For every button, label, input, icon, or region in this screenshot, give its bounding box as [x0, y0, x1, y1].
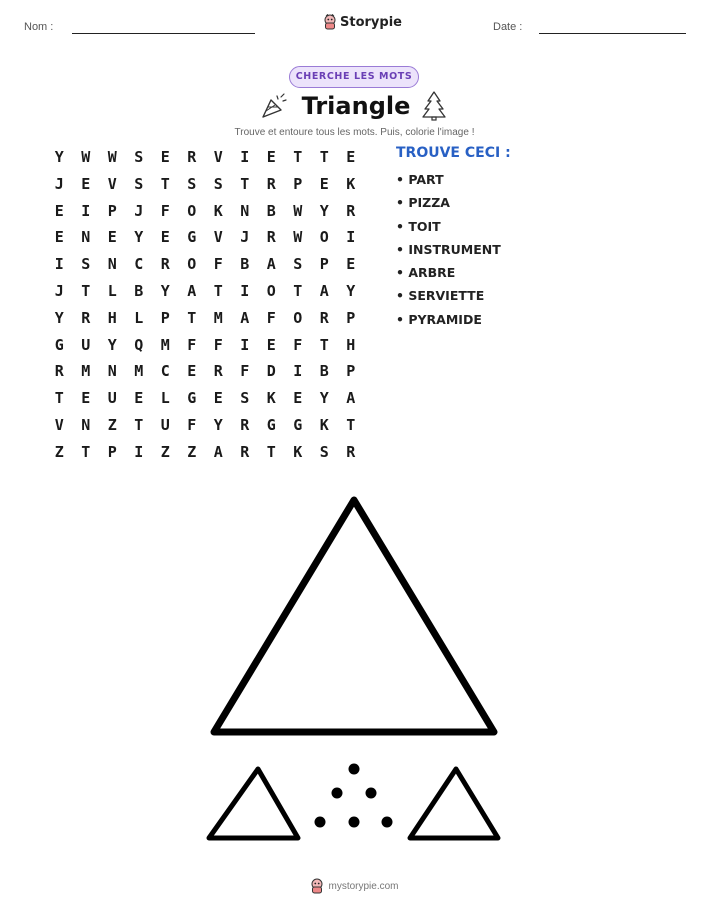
grid-letter: J [134, 201, 144, 220]
grid-letter: E [54, 201, 64, 220]
grid-letter: M [134, 362, 144, 381]
grid-letter: A [346, 389, 356, 408]
grid-letter: F [266, 308, 276, 327]
footer-url[interactable]: mystorypie.com [328, 880, 399, 892]
left-small-triangle [209, 769, 298, 838]
grid-letter: Y [54, 148, 64, 166]
grid-letter: R [240, 415, 250, 434]
grid-letter: Y [319, 389, 329, 408]
grid-letter: R [213, 362, 223, 381]
activity-badge: CHERCHE LES MOTS [289, 66, 419, 88]
grid-letter: T [160, 174, 170, 193]
grid-letter: P [346, 362, 356, 381]
grid-letter: R [81, 308, 91, 327]
grid-letter: B [319, 362, 329, 381]
grid-letter: Y [319, 201, 329, 220]
grid-letter: K [293, 442, 303, 461]
grid-letter: E [81, 389, 91, 408]
grid-letter: F [187, 335, 197, 354]
grid-letter: Y [213, 415, 223, 434]
word-list-item: • TOIT [396, 218, 441, 234]
grid-letter: T [346, 415, 356, 434]
grid-letter: W [81, 148, 91, 166]
grid-letter: N [81, 415, 91, 434]
grid-letter: S [134, 174, 144, 193]
grid-letter: G [293, 415, 303, 434]
grid-letter: O [187, 201, 197, 220]
grid-letter: T [319, 148, 329, 166]
grid-letter: Z [54, 442, 64, 461]
storypie-logo-icon [323, 14, 337, 30]
grid-letter: F [213, 335, 223, 354]
storypie-footer-logo-icon [310, 878, 324, 894]
grid-letter: G [187, 389, 197, 408]
grid-letter: I [134, 442, 144, 461]
grid-letter: E [266, 335, 276, 354]
grid-letter: O [187, 255, 197, 274]
grid-letter: T [293, 148, 303, 166]
grid-letter: F [160, 201, 170, 220]
grid-letter: E [213, 389, 223, 408]
grid-letter: T [319, 335, 329, 354]
grid-letter: P [160, 308, 170, 327]
grid-letter: V [107, 174, 117, 193]
grid-letter: W [107, 148, 117, 166]
grid-letter: L [134, 308, 144, 327]
grid-letter: H [107, 308, 117, 327]
word-search-grid [46, 144, 364, 466]
grid-letter: T [213, 281, 223, 300]
grid-letter: A [266, 255, 276, 274]
grid-letter: R [266, 228, 276, 247]
word-list-item: • INSTRUMENT [396, 241, 501, 257]
grid-letter: E [81, 174, 91, 193]
grid-letter: G [54, 335, 64, 354]
grid-letter: E [107, 228, 117, 247]
grid-letter: E [54, 228, 64, 247]
grid-letter: A [319, 281, 329, 300]
grid-letter: S [240, 389, 250, 408]
grid-letter: D [266, 362, 276, 381]
grid-letter: I [293, 362, 303, 381]
grid-letter: M [160, 335, 170, 354]
grid-letter: N [107, 362, 117, 381]
grid-letter: K [346, 174, 356, 193]
grid-letter: W [293, 201, 303, 220]
grid-letter: H [346, 335, 356, 354]
grid-letter: M [81, 362, 91, 381]
dot-triangle [315, 764, 393, 828]
grid-letter: O [266, 281, 276, 300]
grid-letter: C [134, 255, 144, 274]
grid-letter: K [319, 415, 329, 434]
grid-letter: N [81, 228, 91, 247]
grid-letter: E [346, 255, 356, 274]
grid-letter: S [187, 174, 197, 193]
grid-letter: T [293, 281, 303, 300]
grid-letter: R [240, 442, 250, 461]
grid-letter: R [266, 174, 276, 193]
brand [323, 14, 402, 30]
grid-letter: R [187, 148, 197, 166]
party-popper-icon [259, 92, 289, 120]
word-list [396, 172, 501, 335]
word-list-item: • PYRAMIDE [396, 311, 482, 327]
word-list-item: • SERVIETTE [396, 288, 485, 304]
grid-letter: I [240, 281, 250, 300]
grid-letter: R [346, 201, 356, 220]
brand-name: Storypie [340, 14, 402, 30]
word-list-item: • PIZZA [396, 195, 450, 211]
grid-letter: V [54, 415, 64, 434]
grid-letter: T [266, 442, 276, 461]
grid-letter: J [240, 228, 250, 247]
grid-letter: G [187, 228, 197, 247]
grid-letter: N [240, 201, 250, 220]
grid-letter: M [213, 308, 223, 327]
grid-letter: E [266, 148, 276, 166]
grid-letter: O [319, 228, 329, 247]
grid-letter: V [213, 148, 223, 166]
grid-letter: T [81, 281, 91, 300]
grid-letter: T [240, 174, 250, 193]
grid-letter: J [54, 281, 64, 300]
grid-letter: P [319, 255, 329, 274]
grid-letter: G [266, 415, 276, 434]
triangle-drawing [204, 486, 504, 850]
header [0, 14, 709, 44]
grid-letter: L [160, 389, 170, 408]
grid-letter: Y [160, 281, 170, 300]
find-heading: TROUVE CECI : [396, 145, 511, 161]
grid-letter: I [240, 148, 250, 166]
grid-letter: S [134, 148, 144, 166]
grid-letter: B [134, 281, 144, 300]
grid-letter: P [293, 174, 303, 193]
grid-letter: F [293, 335, 303, 354]
grid-letter: Z [160, 442, 170, 461]
grid-letter: A [213, 442, 223, 461]
grid-letter: T [134, 415, 144, 434]
grid-letter: K [266, 389, 276, 408]
grid-letter: E [293, 389, 303, 408]
grid-letter: I [346, 228, 356, 247]
grid-letter: W [293, 228, 303, 247]
grid-letter: Y [134, 228, 144, 247]
large-triangle [214, 500, 494, 732]
page-title: Triangle [301, 92, 411, 120]
grid-letter: O [293, 308, 303, 327]
grid-letter: R [54, 362, 64, 381]
grid-letter: A [187, 281, 197, 300]
instructions: Trouve et entoure tous les mots. Puis, colorie l'image ! [234, 127, 475, 138]
grid-letter: T [54, 389, 64, 408]
grid-letter: K [213, 201, 223, 220]
grid-letter: Y [346, 281, 356, 300]
grid-letter: J [54, 174, 64, 193]
grid-letter: T [81, 442, 91, 461]
grid-letter: F [187, 415, 197, 434]
grid-letter: Z [187, 442, 197, 461]
grid-letter: S [81, 255, 91, 274]
grid-letter: E [160, 148, 170, 166]
grid-letter: E [319, 174, 329, 193]
date-label: Date : [493, 21, 523, 33]
grid-letter: Y [107, 335, 117, 354]
grid-letter: F [213, 255, 223, 274]
christmas-tree-icon [421, 91, 447, 121]
grid-letter: V [213, 228, 223, 247]
grid-letter: E [346, 148, 356, 166]
grid-letter: R [160, 255, 170, 274]
grid-letter: S [213, 174, 223, 193]
word-list-item: • PART [396, 172, 444, 187]
grid-letter: I [240, 335, 250, 354]
grid-letter: R [319, 308, 329, 327]
grid-letter: E [187, 362, 197, 381]
date-line [539, 33, 686, 34]
grid-letter: B [266, 201, 276, 220]
right-small-triangle [410, 769, 498, 838]
grid-letter: B [240, 255, 250, 274]
grid-letter: E [134, 389, 144, 408]
grid-letter: U [107, 389, 117, 408]
grid-letter: I [54, 255, 64, 274]
grid-letter: U [160, 415, 170, 434]
grid-letter: Z [107, 415, 117, 434]
word-list-item: • ARBRE [396, 265, 456, 281]
footer [0, 878, 709, 894]
grid-letter: S [319, 442, 329, 461]
grid-letter: L [107, 281, 117, 300]
grid-letter: N [107, 255, 117, 274]
grid-letter: Y [54, 308, 64, 327]
grid-letter: U [81, 335, 91, 354]
grid-letter: S [293, 255, 303, 274]
grid-letter: P [107, 442, 117, 461]
grid-letter: I [81, 201, 91, 220]
grid-letter: F [240, 362, 250, 381]
grid-letter: A [240, 308, 250, 327]
grid-letter: E [160, 228, 170, 247]
grid-letter: R [346, 442, 356, 461]
grid-letter: P [107, 201, 117, 220]
grid-letter: C [160, 362, 170, 381]
grid-letter: T [187, 308, 197, 327]
grid-letter: P [346, 308, 356, 327]
name-label: Nom : [24, 21, 54, 33]
name-line [72, 33, 255, 34]
grid-letter: Q [134, 335, 144, 354]
